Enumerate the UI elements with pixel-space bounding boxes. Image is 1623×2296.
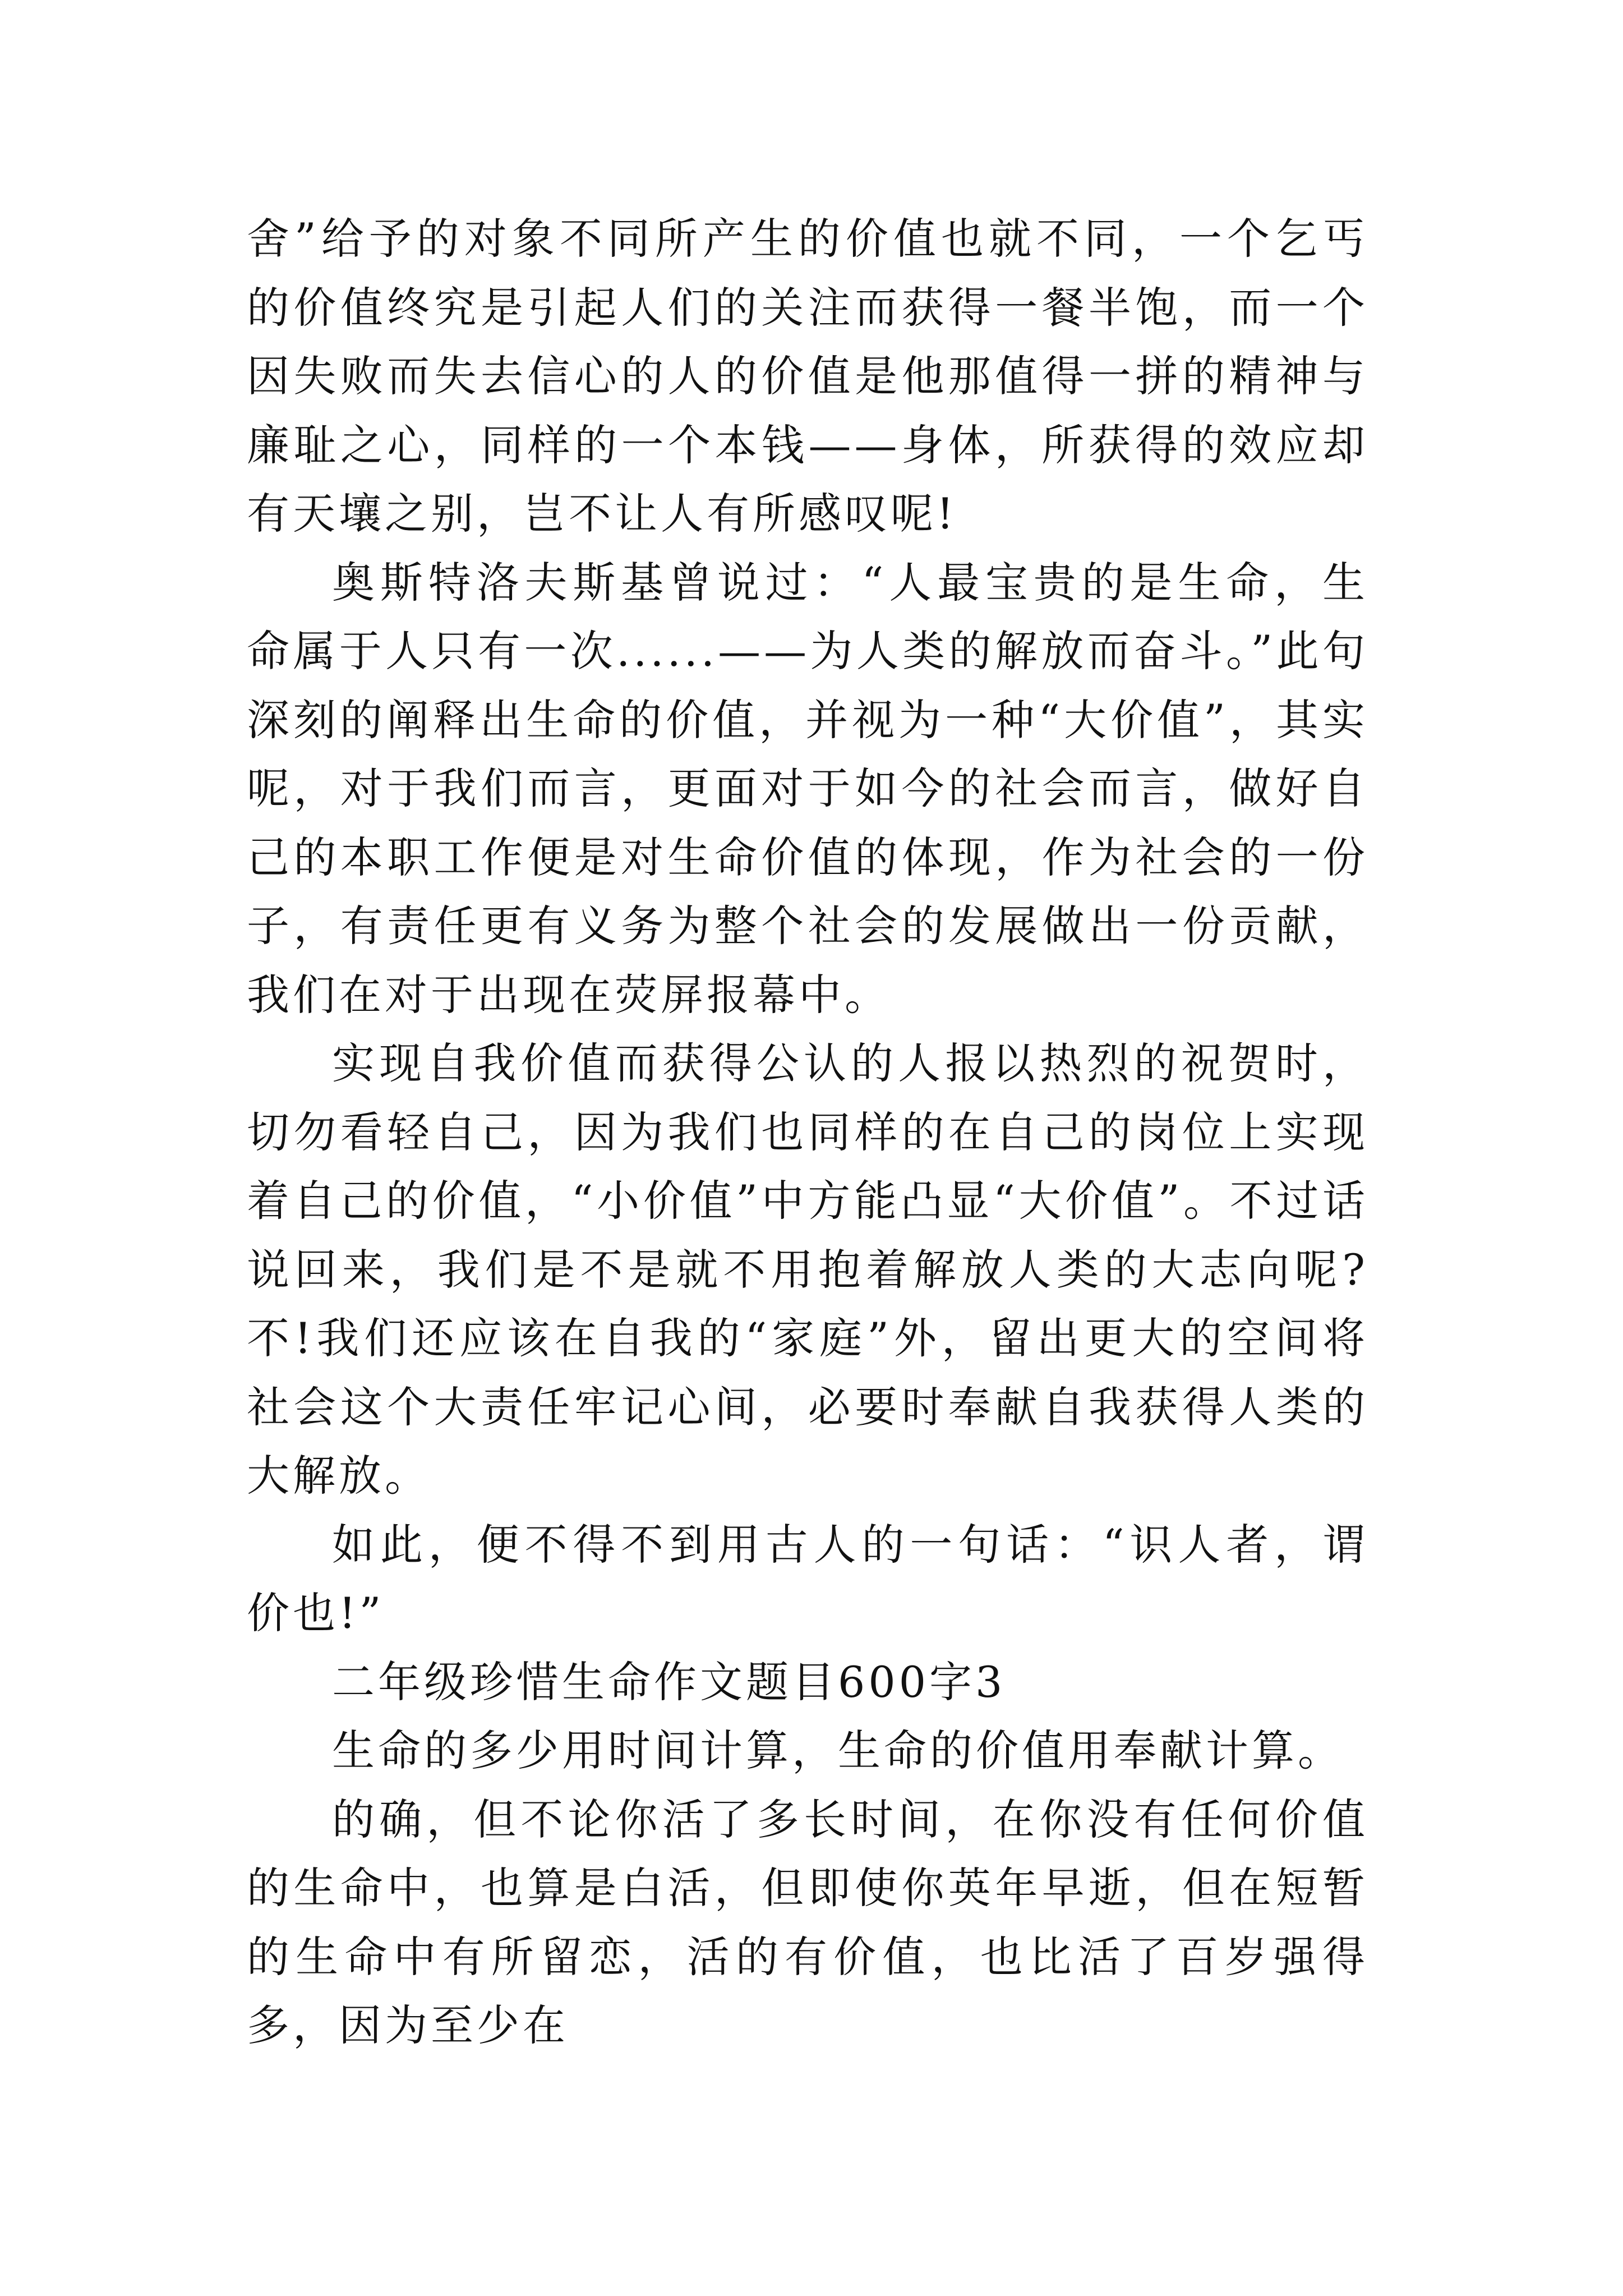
paragraph-2: 奥斯特洛夫斯基曾说过：“人最宝贵的是生命，生命属于人只有一次......——为人类的解放而奋斗。”此句深刻的阐释出生命的价值，并视为一种“大价值”，其实呢，对于我们而言，更面对于如今的社会而言，做好自己的本职工作便是对生命价值的体现，作为社会的一份子，有责任更有义务为整个社会的发展做出一份贡献，我们在对于出现在荧屏报幕中。 <box>247 557 1368 1020</box>
paragraph-3: 实现自我价值而获得公认的人报以热烈的祝贺时，切勿看轻自己，因为我们也同样的在自己的岗位上实现着自己的价值，“小价值”中方能凸显“大价值”。不过话说回来，我们是不是就不用抱着解放人类的大志向呢?不!我们还应该在自我的“家庭”外，留出更大的空间将社会这个大责任牢记心间，必要时奉献自我获得人类的大解放。 <box>247 1038 1368 1501</box>
paragraph-6: 的确，但不论你活了多长时间，在你没有任何价值的生命中，也算是白活，但即使你英年早逝，但在短暂的生命中有所留恋，活的有价值，也比活了百岁强得多，因为至少在 <box>247 1794 1368 2050</box>
paragraph-5: 生命的多少用时间计算，生命的价值用奉献计算。 <box>332 1726 1344 1775</box>
paragraph-4: 如此，便不得不到用古人的一句话：“识人者，谓价也!” <box>247 1519 1368 1638</box>
paragraph-1: 舍”给予的对象不同所产生的价值也就不同，一个乞丐的价值终究是引起人们的关注而获得一餐半饱，而一个因失败而失去信心的人的价值是他那值得一拼的精神与廉耻之心，同样的一个本钱——身体，所获得的效应却有天壤之别，岂不让人有所感叹呢! <box>247 214 1368 539</box>
section-heading: 二年级珍惜生命作文题目600字3 <box>332 1657 1006 1707</box>
document-body <box>247 205 1368 2060</box>
